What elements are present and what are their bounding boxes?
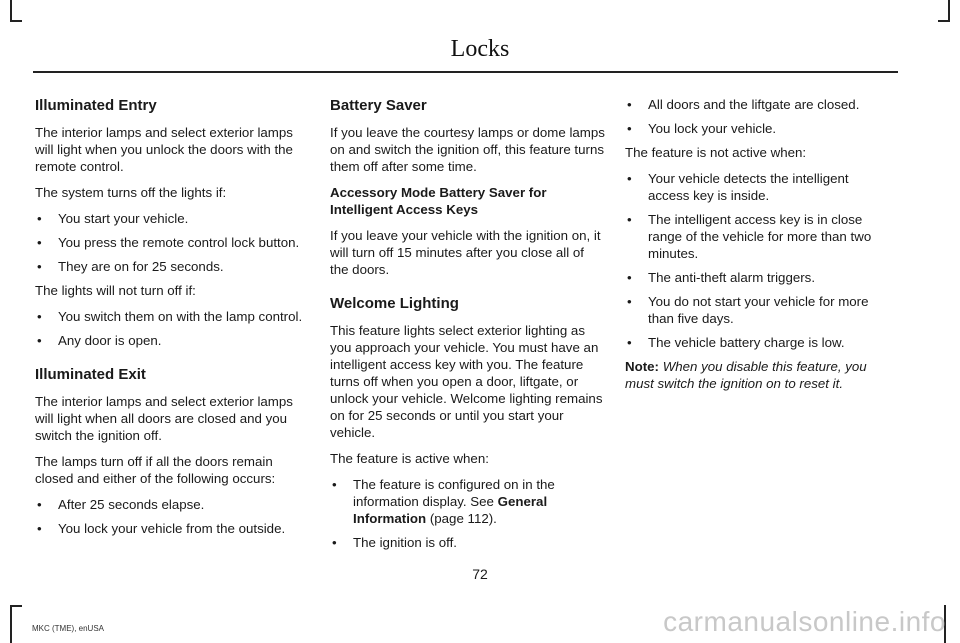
crop-mark-top-right-h xyxy=(938,20,950,22)
list-item: • You start your vehicle. xyxy=(37,211,189,226)
bullet-list xyxy=(625,96,890,137)
list-item: • You lock your vehicle. xyxy=(627,121,777,136)
paragraph: This feature lights select exterior lighting as you approach your vehicle. You must have an intelligent access key with you. The feature turns off when you open a door, liftgate, or unlock your vehicle. Welcome lighting remains on for 25 seconds or until you start your vehicle. xyxy=(330,323,603,440)
bullet-icon: • xyxy=(37,497,42,512)
bullet-icon: • xyxy=(627,294,632,309)
list-item: • The intelligent access key is in close range of the vehicle for more than two minutes. xyxy=(627,212,872,261)
list-item: • The feature is configured on in the information display. See General Information (page 112). xyxy=(332,477,555,526)
list-item: • All doors and the liftgate are closed. xyxy=(627,97,860,112)
list-item: • After 25 seconds elapse. xyxy=(37,497,205,512)
paragraph: The system turns off the lights if: xyxy=(35,185,227,200)
paragraph: The lights will not turn off if: xyxy=(35,283,196,298)
note-text: When you disable this feature, you must switch the ignition on to reset it. xyxy=(625,359,867,391)
subheading-accessory-mode: Accessory Mode Battery Saver for Intelligent Access Keys xyxy=(330,185,547,217)
bullet-icon: • xyxy=(627,212,632,227)
note-label: Note: xyxy=(625,359,659,374)
column-2 xyxy=(330,96,605,558)
paragraph: If you leave your vehicle with the ignition on, it will turn off 15 minutes after you close all of the doors. xyxy=(330,228,601,277)
list-item: • They are on for 25 seconds. xyxy=(37,259,224,274)
header-rule xyxy=(33,71,898,73)
paragraph: If you leave the courtesy lamps or dome lamps on and switch the ignition off, this feature turns them off after some time. xyxy=(330,125,605,174)
crop-mark-bottom-left-h xyxy=(10,605,22,607)
heading-battery-saver: Battery Saver xyxy=(330,97,427,114)
list-item: • Your vehicle detects the intelligent access key is inside. xyxy=(627,171,849,203)
bullet-list xyxy=(35,308,306,349)
list-item: • The anti-theft alarm triggers. xyxy=(627,270,816,285)
bullet-icon: • xyxy=(627,97,632,112)
heading-illuminated-entry: Illuminated Entry xyxy=(35,97,157,114)
crop-mark-top-left-v xyxy=(10,0,12,22)
bullet-list xyxy=(35,210,306,275)
paragraph: The interior lamps and select exterior lamps will light when all doors are closed and you switch the ignition off. xyxy=(35,394,293,443)
column-3 xyxy=(625,96,890,401)
bullet-list xyxy=(330,476,605,551)
footer-code: MKC (TME), enUSA xyxy=(32,624,105,633)
paragraph: The interior lamps and select exterior lamps will light when you unlock the doors with the remote control. xyxy=(35,125,293,174)
note xyxy=(625,358,890,392)
list-item: • You switch them on with the lamp control. xyxy=(37,309,303,324)
bullet-icon: • xyxy=(627,121,632,136)
list-item: • The ignition is off. xyxy=(332,535,457,550)
bullet-icon: • xyxy=(332,477,337,492)
crop-mark-top-right-v xyxy=(948,0,950,22)
watermark: carmanualsonline.info xyxy=(663,606,946,637)
bullet-icon: • xyxy=(627,171,632,186)
bullet-icon: • xyxy=(37,235,42,250)
bullet-icon: • xyxy=(627,270,632,285)
list-item: • Any door is open. xyxy=(37,333,162,348)
crop-mark-top-left-h xyxy=(10,20,22,22)
column-1 xyxy=(35,96,306,544)
paragraph: The feature is not active when: xyxy=(625,145,807,160)
heading-illuminated-exit: Illuminated Exit xyxy=(35,366,146,383)
list-item: • The vehicle battery charge is low. xyxy=(627,335,845,350)
bullet-icon: • xyxy=(627,335,632,350)
paragraph: The lamps turn off if all the doors remain closed and either of the following occurs: xyxy=(35,454,276,486)
page-number: 72 xyxy=(472,566,488,582)
bullet-icon: • xyxy=(37,521,42,536)
bullet-icon: • xyxy=(37,309,42,324)
list-item: • You press the remote control lock button. xyxy=(37,235,300,250)
bullet-icon: • xyxy=(37,211,42,226)
crop-mark-bottom-left-v xyxy=(10,605,12,643)
bullet-icon: • xyxy=(37,259,42,274)
general-information-link[interactable]: General Information xyxy=(353,494,548,526)
paragraph: The feature is active when: xyxy=(330,451,489,466)
list-item: • You lock your vehicle from the outside. xyxy=(37,521,286,536)
list-item: • You do not start your vehicle for more than five days. xyxy=(627,294,869,326)
bullet-icon: • xyxy=(332,535,337,550)
bullet-list xyxy=(625,170,890,351)
bullet-list xyxy=(35,496,306,537)
page-title: Locks xyxy=(450,36,510,62)
heading-welcome-lighting: Welcome Lighting xyxy=(330,295,459,312)
bullet-icon: • xyxy=(37,333,42,348)
